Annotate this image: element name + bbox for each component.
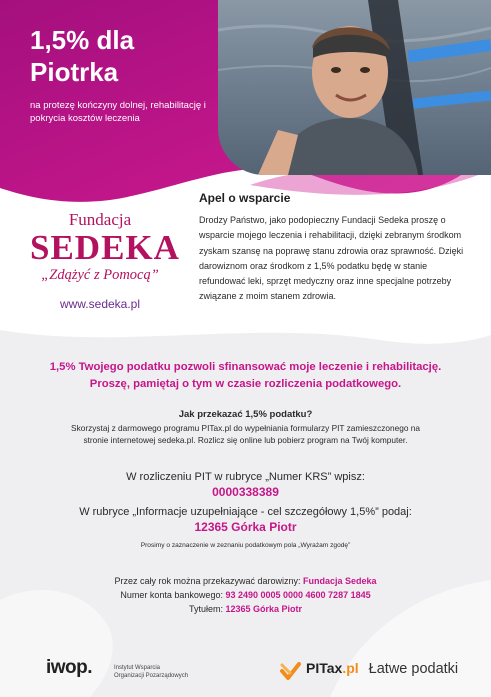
info-label: W rubryce „Informacje uzupełniające - cel szczegółowy 1,5%” podaj: <box>79 506 412 518</box>
logo-line-sedeka: SEDEKA <box>30 228 180 267</box>
krs-number: 0000338389 <box>212 485 279 499</box>
info-value: 12365 Górka Piotr <box>194 520 297 534</box>
logo-line-fundacja: Fundacja <box>68 210 132 229</box>
pitax-logo <box>306 660 458 677</box>
donation-line-3 <box>0 603 491 615</box>
page-title: 1,5% dla Piotrka <box>30 25 135 87</box>
iwop-subtitle-line-1: Instytut Wsparcia <box>114 665 161 671</box>
krs-label: W rozliczeniu PIT w rubryce „Numer KRS” wpisz: <box>126 471 365 483</box>
page-subtitle: na protezę kończyny dolnej, rehabilitację i pokrycia kosztów leczenia <box>30 100 206 124</box>
how-heading: Jak przekazać 1,5% podatku? <box>178 409 313 420</box>
appeal-heading: Apel o wsparcie <box>199 191 291 205</box>
pitax-brand: PITax <box>306 660 343 676</box>
tax-pink-line-1: 1,5% Twojego podatku pozwoli sfinansować moje leczenie i rehabilitację. <box>49 361 442 373</box>
logo-line-motto: „Zdążyć z Pomocą” <box>41 267 159 283</box>
pitax-tagline: Łatwe podatki <box>368 661 459 677</box>
donation-recipient: Fundacja Sedeka <box>303 576 377 586</box>
donation-label-1: Przez cały rok można przekazywać darowizny: <box>114 576 304 586</box>
how-text-1: Skorzystaj z darmowego programu PITax.pl do wypełniania formularzy PIT zamieszczonego na <box>71 423 420 433</box>
consent-note: Prosimy o zaznaczenie w zeznaniu podatkowym pola „Wyrażam zgodę” <box>140 542 351 549</box>
donation-title-value: 12365 Górka Piotr <box>225 604 303 614</box>
donation-line-1 <box>0 575 491 587</box>
portrait-photo <box>218 0 491 175</box>
pitax-check-icon <box>279 661 301 683</box>
donation-label-3: Tytułem: <box>188 604 226 614</box>
iwop-logo: iwop. <box>46 657 93 678</box>
pitax-tld: .pl <box>342 660 359 676</box>
bank-account-number: 93 2490 0005 0000 4600 7287 1845 <box>225 590 371 600</box>
appeal-text: Drodzy Państwo, jako podopieczny Fundacji Sedeka proszę o wsparcie mojego leczenia i rehabilitacji, dzięki zebranym środkom zyskam szansę na poprawę stanu zdrowia oraz sprawność. Dzięki darowiznom oraz środkom z 1,5% podatku będę w stanie refundować leki, sprzęt medyczny oraz inne specjalne potrzeby związane z moim stanem zdrowia. <box>199 215 464 302</box>
iwop-subtitle <box>114 664 188 680</box>
iwop-subtitle-line-2: Organizacji Pozarządowych <box>114 673 189 679</box>
tax-pink-line-2: Proszę, pamiętaj o tym w czasie rozliczenia podatkowego. <box>89 378 402 390</box>
foundation-website-link[interactable]: www.sedeka.pl <box>59 297 141 311</box>
donation-line-2 <box>0 589 491 601</box>
how-text-2: stronie internetowej sedeka.pl. Rozlicz się online lub pobierz program na Twój komputer. <box>83 435 408 445</box>
foundation-logo <box>30 210 180 312</box>
donation-label-2: Numer konta bankowego: <box>120 590 226 600</box>
